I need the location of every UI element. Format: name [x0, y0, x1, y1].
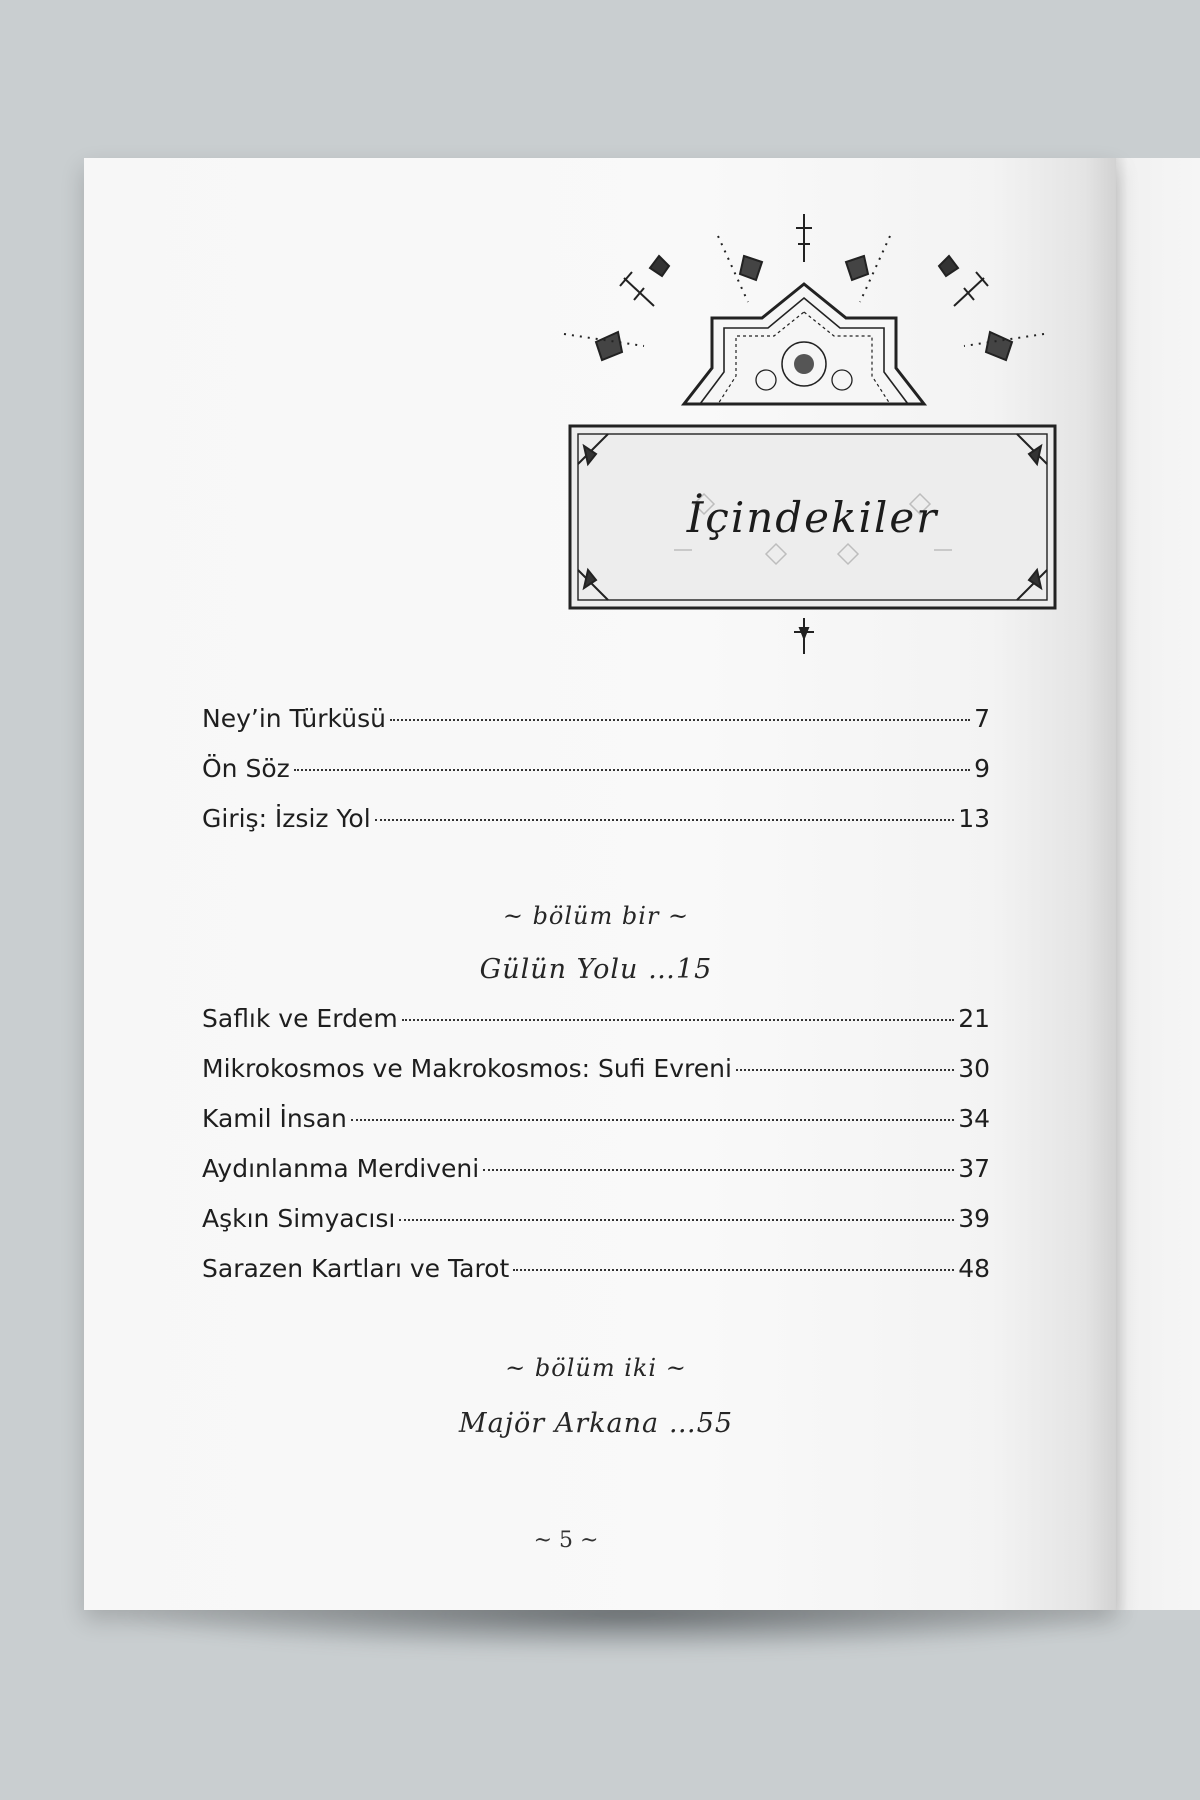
dot-leader — [375, 819, 955, 821]
toc-entry — [202, 1004, 990, 1038]
dot-leader — [402, 1019, 955, 1021]
page-heading: İçindekiler — [686, 492, 939, 542]
toc-entry-title: Ney’in Türküsü — [202, 704, 386, 733]
dot-leader — [483, 1169, 954, 1171]
toc-entry — [202, 1154, 990, 1188]
toc-entry-page: 9 — [974, 754, 990, 783]
toc-entry-title: Aydınlanma Merdiveni — [202, 1154, 480, 1183]
toc-entry-title: Giriş: İzsiz Yol — [202, 804, 371, 833]
toc-entry-page: 37 — [958, 1154, 990, 1183]
dot-leader — [294, 769, 970, 771]
part-one-label: ~ bölüm bir ~ — [502, 902, 690, 930]
book-page — [84, 158, 1116, 1610]
toc-entry-title: Sarazen Kartları ve Tarot — [202, 1254, 510, 1283]
toc-entry-page: 13 — [958, 804, 990, 833]
dot-leader — [513, 1269, 954, 1271]
page-number: ~ 5 ~ — [533, 1528, 599, 1553]
part-two-title: Majör Arkana …55 — [458, 1408, 734, 1439]
toc-entry-title: Kamil İnsan — [202, 1104, 347, 1133]
facing-page-edge — [1112, 158, 1200, 1610]
toc-entry-page: 48 — [958, 1254, 990, 1283]
toc-entry — [202, 1254, 990, 1288]
toc-entry-title: Aşkın Simyacısı — [202, 1204, 396, 1233]
toc-entry-page: 34 — [958, 1104, 990, 1133]
toc-entry — [202, 804, 990, 838]
dot-leader — [390, 719, 970, 721]
dot-leader — [351, 1119, 954, 1121]
part-two-label: ~ bölüm iki ~ — [505, 1354, 687, 1382]
toc-entry-page: 30 — [958, 1054, 990, 1083]
dot-leader — [736, 1069, 954, 1071]
toc-entry-page: 21 — [958, 1004, 990, 1033]
toc-entry-title: Mikrokosmos ve Makrokosmos: Sufi Evreni — [202, 1054, 732, 1083]
toc-entry-title: Saflık ve Erdem — [202, 1004, 398, 1033]
toc-entry — [202, 1104, 990, 1138]
toc-entry-page: 7 — [974, 704, 990, 733]
dot-leader — [399, 1219, 954, 1221]
toc-entry-title: Ön Söz — [202, 754, 290, 783]
toc-entry — [202, 1054, 990, 1088]
toc-entry — [202, 754, 990, 788]
toc-entry-page: 39 — [958, 1204, 990, 1233]
table-of-contents — [202, 158, 990, 1558]
toc-entry — [202, 1204, 990, 1238]
part-one-title: Gülün Yolu …15 — [479, 954, 713, 985]
toc-entry — [202, 704, 990, 738]
